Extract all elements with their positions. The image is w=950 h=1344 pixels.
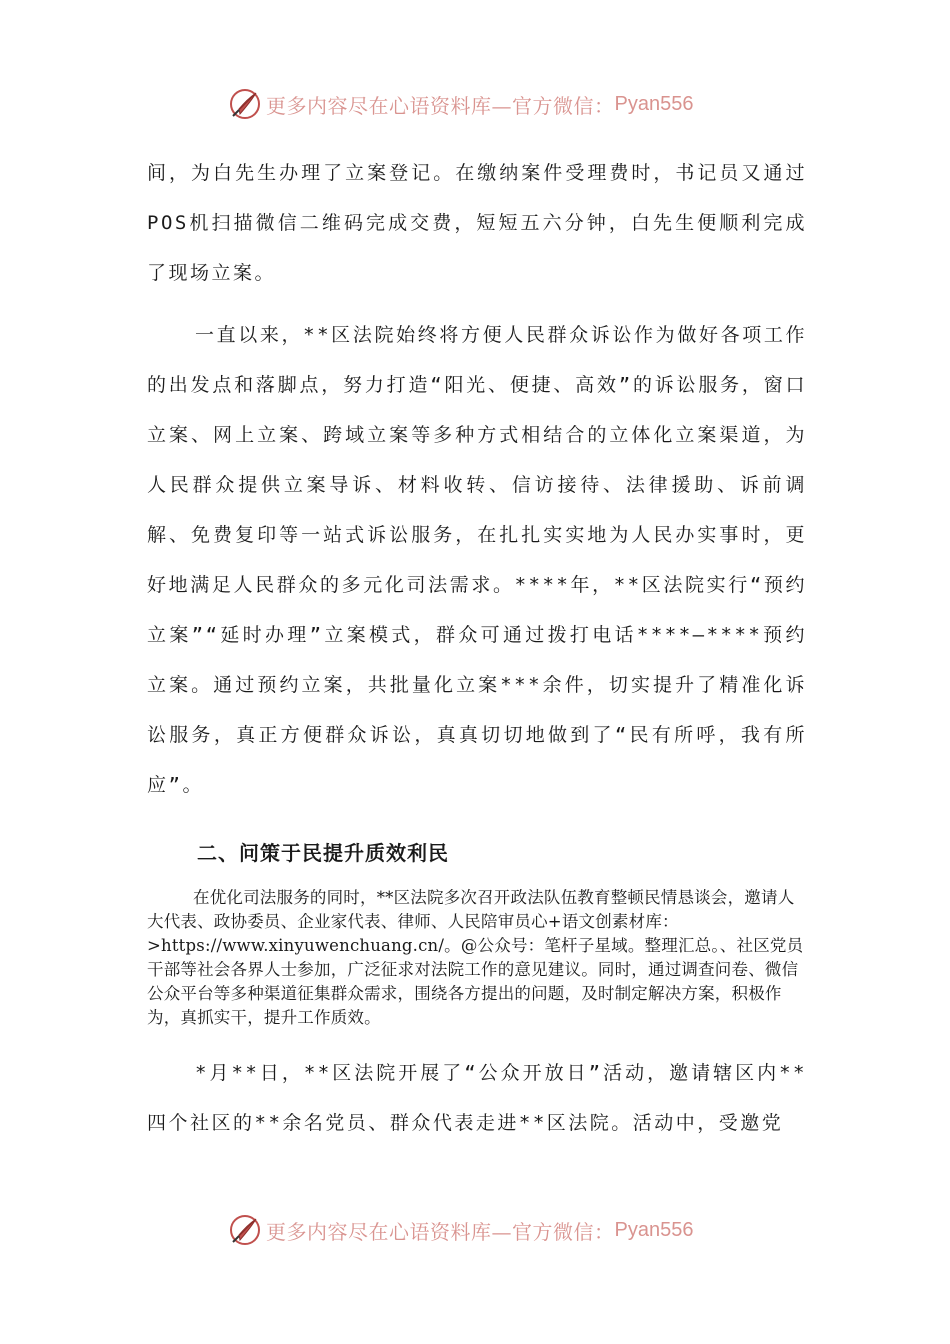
- watermark-handle: Pyan556: [614, 1218, 694, 1241]
- quill-pen-logo-icon: [228, 87, 262, 121]
- paragraph-1: 间，为白先生办理了立案登记。在缴纳案件受理费时，书记员又通过POS机扫描微信二维码完成交费，短短五六分钟，白先生便顺利完成了现场立案。: [147, 162, 807, 284]
- paragraph-4: *月**日，**区法院开展了“公众开放日”活动，邀请辖区内**四个社区的**余名党员、群众代表走进**区法院。活动中，受邀党: [147, 1062, 807, 1134]
- paragraph-2: 一直以来，**区法院始终将方便人民群众诉讼作为做好各项工作的出发点和落脚点，努力打造“阳光、便捷、高效”的诉讼服务，窗口立案、网上立案、跨域立案等多种方式相结合的立体化立案渠道，为人民群众提供立案导诉、材料收转、信访接待、法律援助、诉前调解、免费复印等一站式诉讼服务，在扎扎实实地为人民办实事时，更好地满足人民群众的多元化司法需求。****年，**区法院实行“预约立案”“延时办理”立案模式，群众可通过拨打电话****—****预约立案。通过预约立案，共批量化立案***余件，切实提升了精准化诉讼服务，真正方便群众诉讼，真真切切地做到了“民有所呼，我有所应”。: [147, 324, 807, 796]
- watermark-handle: Pyan556: [614, 92, 694, 115]
- section-heading: 二、问策于民提升质效利民: [197, 841, 449, 865]
- document-body: [147, 148, 807, 1148]
- watermark-banner-top: [228, 84, 748, 124]
- watermark-banner-bottom: [228, 1210, 748, 1250]
- paragraph-3: 在优化司法服务的同时，**区法院多次召开政法队伍教育整顿民情恳谈会，邀请人大代表、政协委员、企业家代表、律师、人民陪审员心+语文创素材库：>https://www.xinyuwenchuang.cn/。@公众号：笔杆子星域。整理汇总。、社区党员干部等社会各界人士参加，广泛征求对法院工作的意见建议。同时，通过调查问卷、微信公众平台等多种渠道征集群众需求，围绕各方提出的问题，及时制定解决方案，积极作为，真抓实干，提升工作质效。: [147, 888, 804, 1027]
- watermark-text: 更多内容尽在心语资料库—官方微信：: [266, 93, 615, 118]
- watermark-text: 更多内容尽在心语资料库—官方微信：: [266, 1219, 615, 1244]
- quill-pen-logo-icon: [228, 1213, 262, 1247]
